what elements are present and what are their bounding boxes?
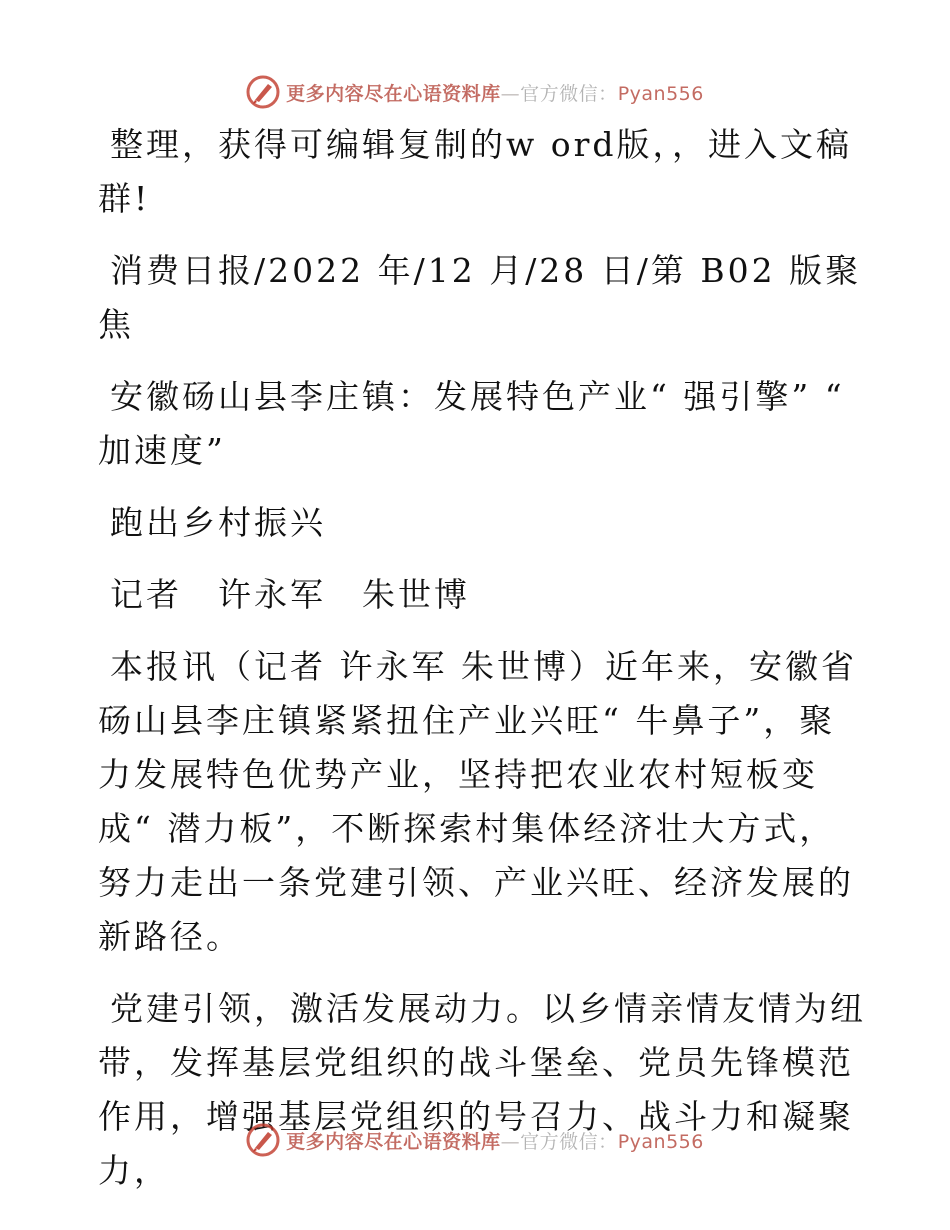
watermark-wechat-label: 官方微信： <box>520 82 618 105</box>
source-line: 消费日报/2022 年/12 月/28 日/第 B02 版聚焦 <box>98 251 862 344</box>
watermark-wechat-label: 官方微信： <box>520 1130 618 1153</box>
watermark-separator: — <box>500 1130 521 1153</box>
article-paragraph: 本报讯（记者 许永军 朱世博）近年来，安徽省砀山县李庄镇紧紧扭住产业兴旺“ 牛鼻子”，聚力发展特色优势产业，坚持把农业农村短板变成“ 潜力板”，不断探索村集体经济壮大方式，努力走出一条党建引领、产业兴旺、经济发展的新路径。 <box>98 647 857 956</box>
article-byline: 记者 许永军 朱世博 <box>110 575 470 614</box>
watermark-text <box>286 1127 704 1154</box>
intro-text: 整理，获得可编辑复制的w ord版，，进入文稿群! <box>98 125 853 218</box>
watermark-text <box>286 79 704 106</box>
quill-pen-logo-icon <box>246 1123 280 1157</box>
watermark-separator: — <box>500 82 521 105</box>
header-watermark <box>0 72 950 112</box>
watermark-wechat-id: Pyan556 <box>617 1130 704 1153</box>
watermark-wechat-id: Pyan556 <box>617 82 704 105</box>
watermark-site-text: 更多内容尽在心语资料库 <box>286 82 501 105</box>
document-body <box>98 118 868 1216</box>
quill-pen-logo-icon <box>246 75 280 109</box>
watermark-site-text: 更多内容尽在心语资料库 <box>286 1130 501 1153</box>
footer-watermark <box>0 1120 950 1160</box>
article-paragraph: 党建引领，激活发展动力。以乡情亲情友情为纽带，发挥基层党组织的战斗堡垒、党员先锋模范作用，增强基层党组织的号召力、战斗力和凝聚力， <box>98 989 866 1190</box>
article-headline: 安徽砀山县李庄镇：发展特色产业“ 强引擎” “ 加速度” <box>98 377 845 470</box>
article-subheadline: 跑出乡村振兴 <box>110 503 326 542</box>
